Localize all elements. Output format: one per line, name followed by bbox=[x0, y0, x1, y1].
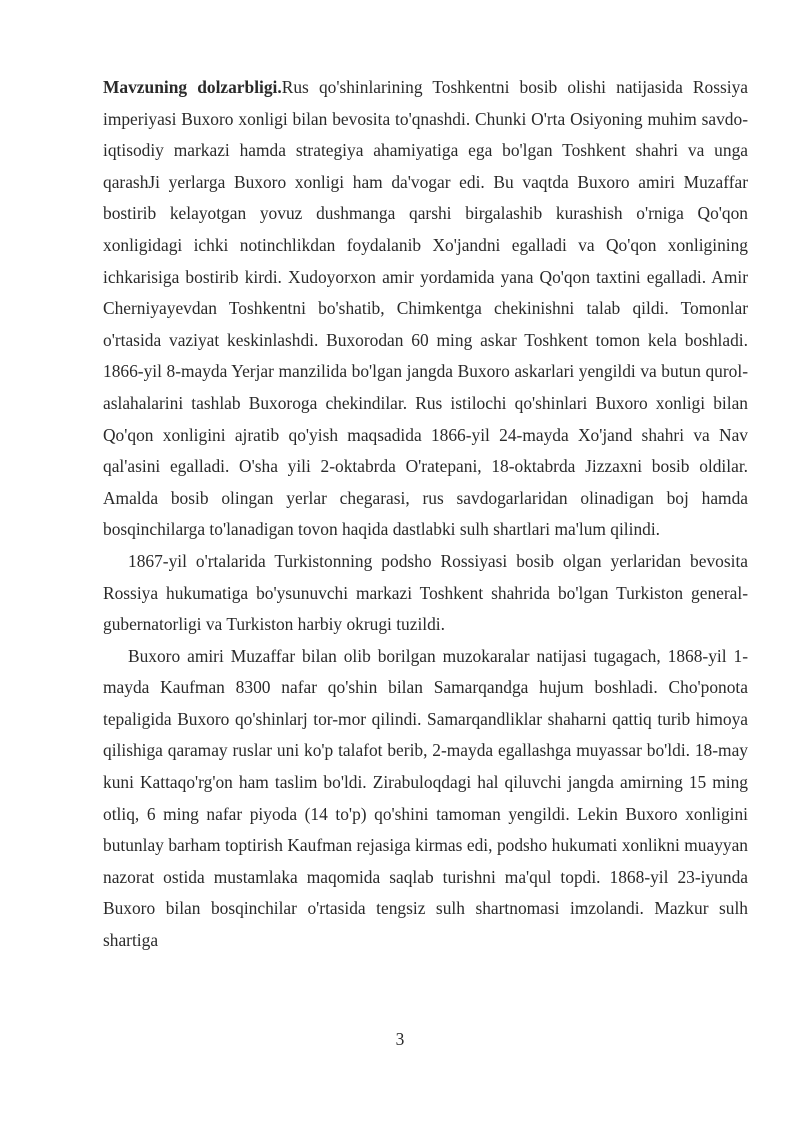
paragraph-turkestan-governorate: 1867-yil o'rtalarida Turkistonning podsho Rossiyasi bosib olgan yerlaridan bevosita Rossiya hukumatiga bo'ysunuvchi markazi Toshkent shahrida bo'lgan Turkiston general-gubernatorligi va Turkiston harbiy okrugi tuzildi. bbox=[103, 550, 748, 635]
paragraph-text: Rus qo'shinlarining Toshkentni bosib olishi natijasida Rossiya imperiyasi Buxoro xonligi bilan bevosita to'qnashdi. Chunki O'rta Osiyoning muhim savdo-iqtisodiy markazi hamda strategiya ahamiyatiga ega bo'lgan Toshkent shahri va unga qarashJi yerlarga Buxoro xonligi ham da'vogar edi. Bu vaqtda Buxoro amiri Muzaffar bostirib kelayotgan yovuz dushmanga qarshi birgalashib kurashish o'rniga Qo'qon xonligidagi ichki notinchlikdan foydalanib Xo'jandni egalladi va Qo'qon xonligining ichkarisiga bostirib kirdi. Xudoyorxon amir yordamida yana Qo'qon taxtini egalladi. Amir Cherniyayevdan Toshkentni bo'shatib, Chimkentga chekinishni talab qildi. Tomonlar o'rtasida vaziyat keskinlashdi. Buxorodan 60 ming askar Toshkent tomon kela boshladi. 1866-yil 8-mayda Yerjar manzilida bo'lgan jangda Buxoro askarlari yengildi va butun qurol-aslahalarini tashlab Buxoroga chekindilar. Rus istilochi qo'shinlari Buxoro xonligi bilan Qo'qon xonligini ajratib qo'yish maqsadida 1866-yil 24-mayda Xo'jand shahri va Nav qal'asini egalladi. O'sha yili 2-oktabrda O'ratepani, 18-oktabrda Jizzaxni bosib oldilar. Amalda bosib olingan yerlar chegarasi, rus savdogarlaridan olinadigan boj hamda bosqinchilarga to'lanadigan tovon haqida dastlabki sulh shartlari ma'lum qilindi. bbox=[103, 77, 748, 540]
paragraph-lead-heading: Mavzuning dolzarbligi. bbox=[103, 77, 282, 97]
page-number: 3 bbox=[395, 1029, 405, 1049]
document-body bbox=[103, 72, 748, 957]
paragraph-samarkand-campaign: Buxoro amiri Muzaffar bilan olib borilgan muzokaralar natijasi tugagach, 1868-yil 1-mayda Kaufman 8300 nafar qo'shin bilan Samarqandga hujum boshladi. Cho'ponota tepaligida Buxoro qo'shinlarj tor-mor qilindi. Samarqandliklar shaharni qattiq turib himoya qilishiga qaramay ruslar uni ko'p talafot berib, 2-mayda egallashga muyassar bo'ldi. 18-may kuni Kattaqo'rg'on ham taslim bo'ldi. Zirabuloqdagi hal qiluvchi jangda amirning 15 ming otliq, 6 ming nafar piyoda (14 to'p) qo'shini tamoman yengildi. Lekin Buxoro xonligini butunlay barham toptirish Kaufman rejasiga kirmas edi, podsho hukumati xonlikni muayyan nazorat ostida mustamlaka maqomida saqlab turishni ma'qul topdi. 1868-yil 23-iyunda Buxoro bilan bosqinchilar o'rtasida tengsiz sulh shartnomasi imzolandi. Mazkur sulh shartiga bbox=[103, 645, 748, 951]
paragraph-relevance bbox=[103, 72, 748, 546]
